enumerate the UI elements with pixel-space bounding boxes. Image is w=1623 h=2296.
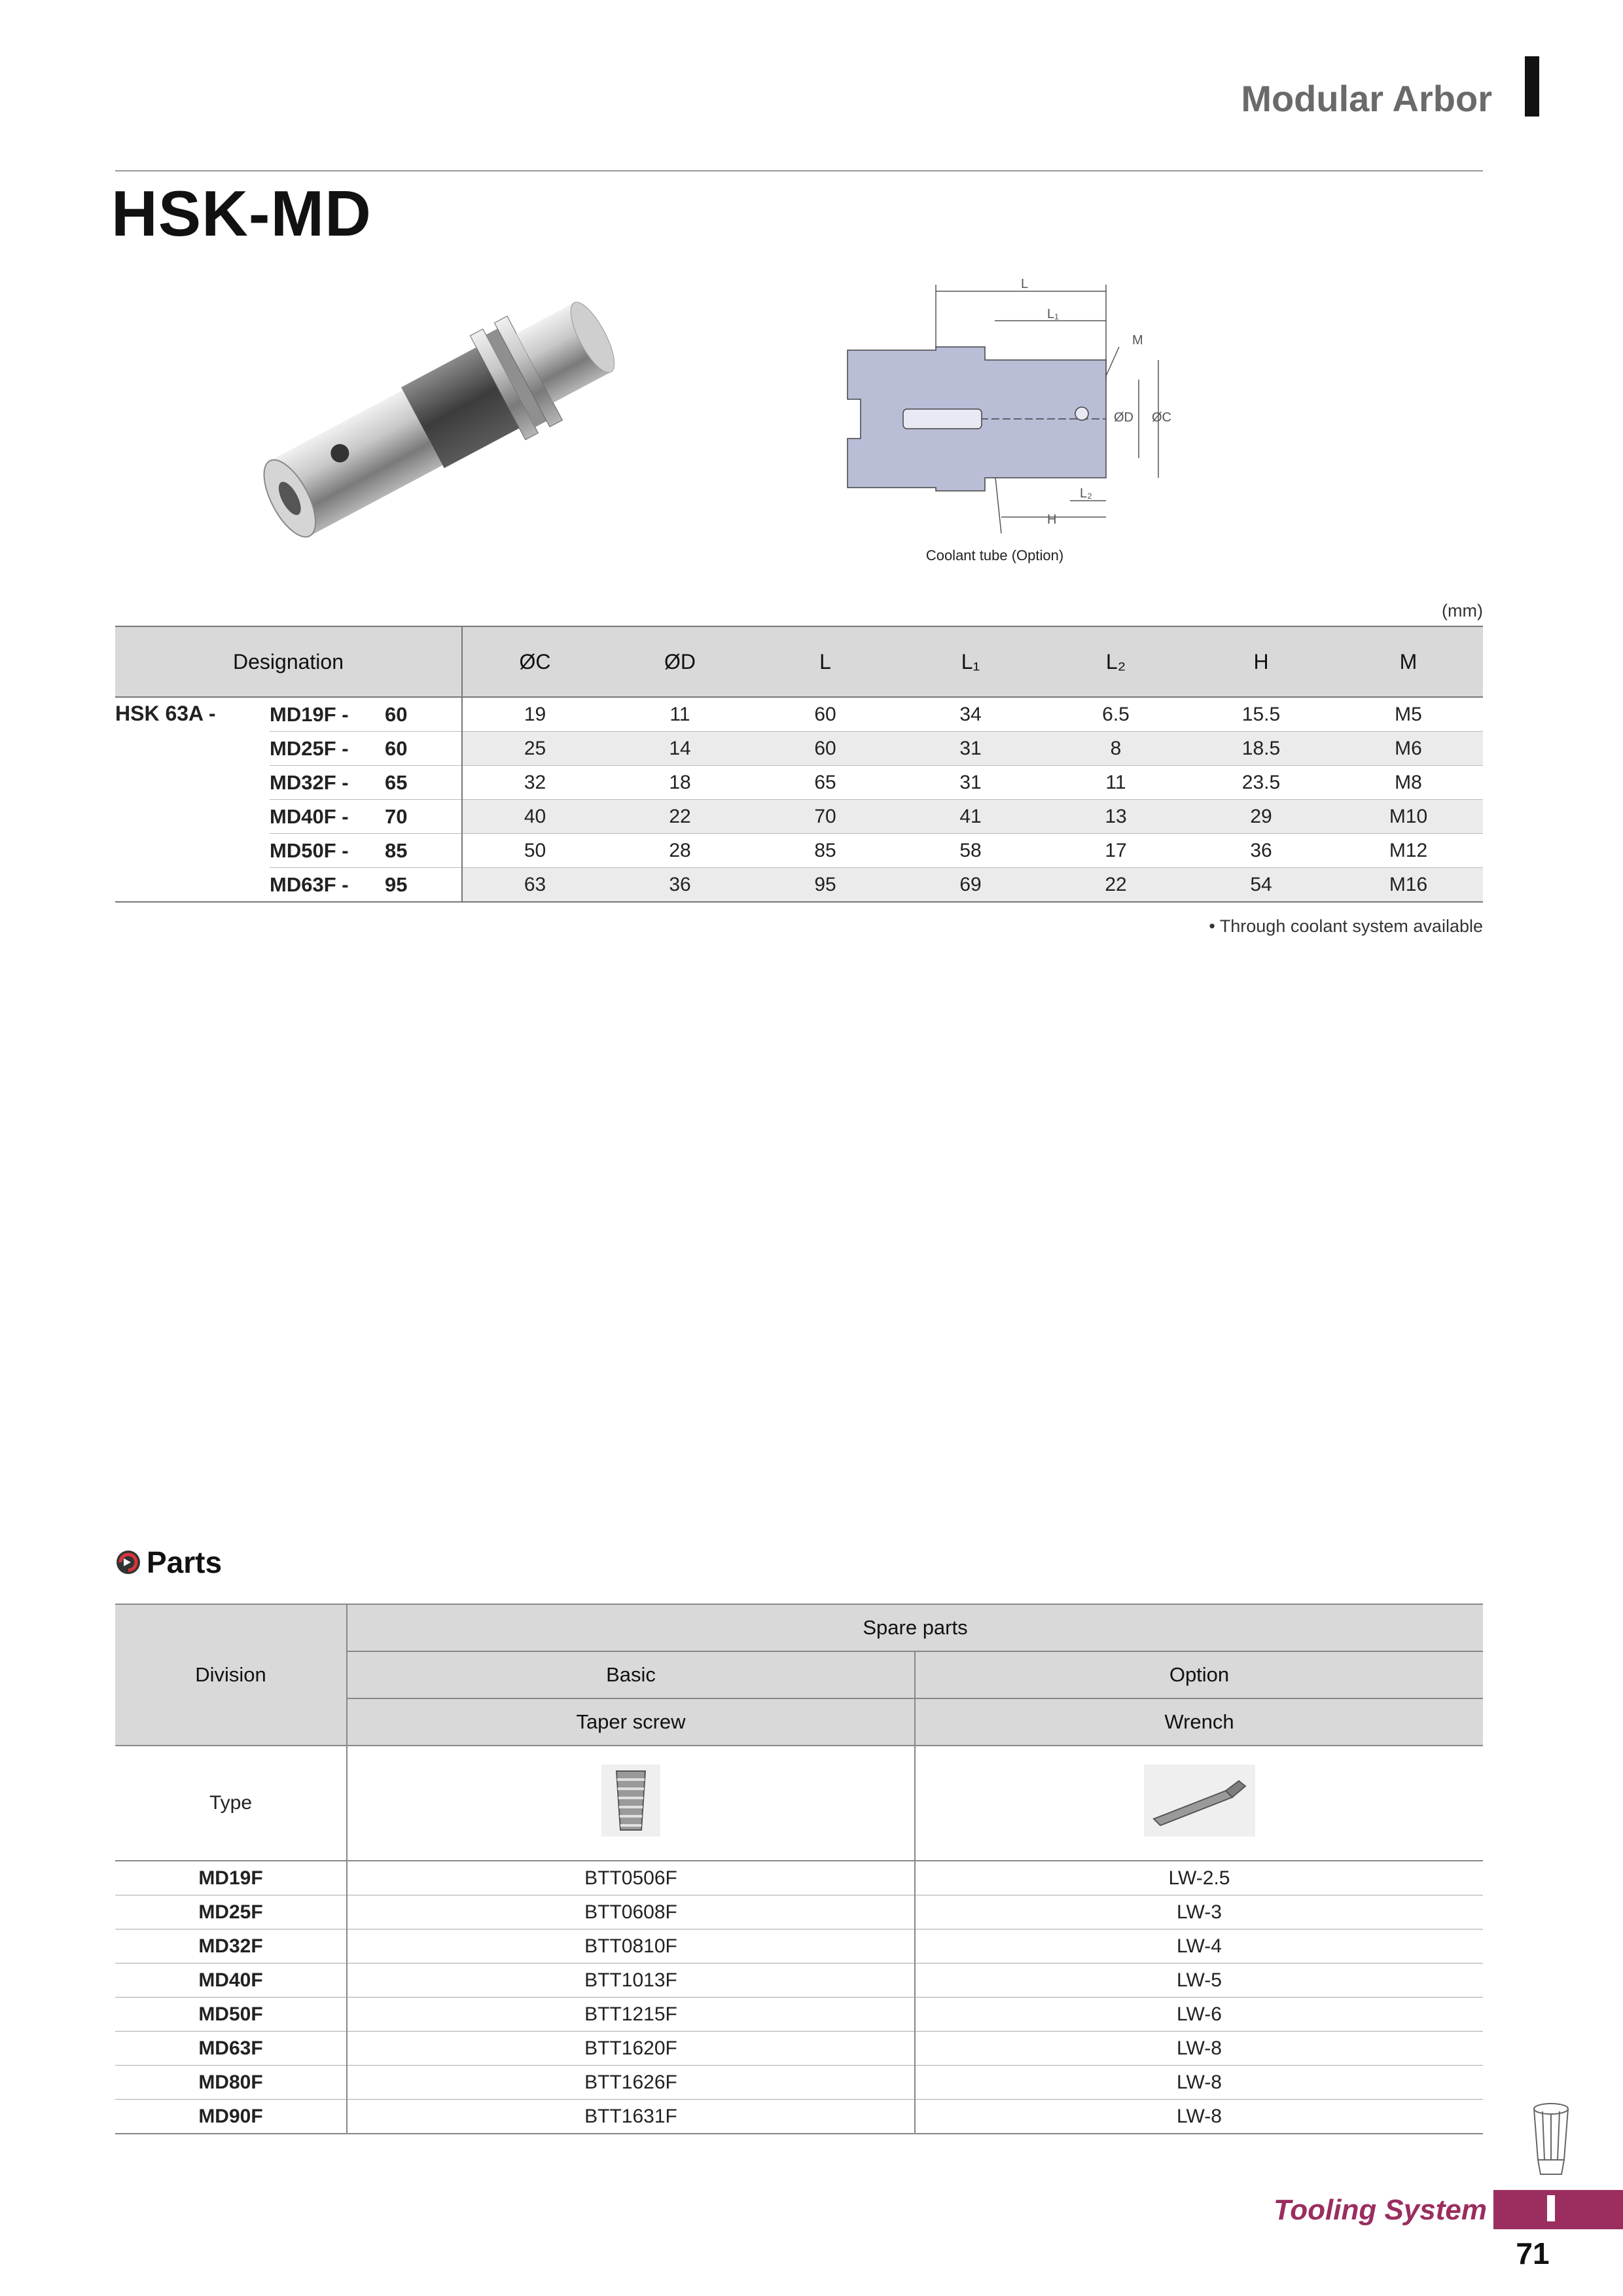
table-row: [115, 1929, 1483, 1964]
division-cell: MD25F: [115, 1895, 347, 1929]
l-cell: 60: [753, 697, 898, 732]
d-cell: 28: [607, 834, 753, 868]
model-cell: MD40F -: [270, 800, 385, 834]
table-row: [115, 766, 1483, 800]
header-spare-parts: Spare parts: [347, 1604, 1483, 1651]
d-cell: 22: [607, 800, 753, 834]
division-cell: MD63F: [115, 2032, 347, 2066]
parts-heading-text: Parts: [147, 1545, 223, 1579]
table-row: [115, 800, 1483, 834]
length-cell: 85: [385, 834, 462, 868]
table-row: [115, 697, 1483, 732]
h-cell: 23.5: [1188, 766, 1334, 800]
arrow-circle-icon: [115, 1549, 141, 1575]
c-cell: 32: [462, 766, 607, 800]
l-cell: 70: [753, 800, 898, 834]
drawing-caption: Coolant tube (Option): [925, 547, 1064, 564]
basic-cell: BTT1013F: [347, 1964, 915, 1998]
collet-icon: [1525, 2101, 1577, 2179]
length-cell: 60: [385, 732, 462, 766]
header-division: Division: [115, 1604, 347, 1746]
footer-tab: [1493, 2190, 1623, 2229]
length-cell: 70: [385, 800, 462, 834]
parts-table: [115, 1604, 1483, 2134]
d-cell: 18: [607, 766, 753, 800]
l2-cell: 11: [1043, 766, 1188, 800]
l-cell: 65: [753, 766, 898, 800]
l1-cell: 41: [898, 800, 1043, 834]
label-D: ØD: [1114, 410, 1133, 425]
table-row: [115, 1895, 1483, 1929]
type-label: Type: [115, 1746, 347, 1861]
type-row: [115, 1746, 1483, 1861]
model-cell: MD50F -: [270, 834, 385, 868]
l2-cell: 17: [1043, 834, 1188, 868]
basic-cell: BTT1620F: [347, 2032, 915, 2066]
d-cell: 14: [607, 732, 753, 766]
basic-cell: BTT0608F: [347, 1895, 915, 1929]
table-row: [115, 834, 1483, 868]
table-row: [115, 2100, 1483, 2134]
header-taper-screw: Taper screw: [347, 1698, 915, 1746]
table-row: [115, 2032, 1483, 2066]
table-row: [115, 732, 1483, 766]
division-cell: MD90F: [115, 2100, 347, 2134]
division-cell: MD40F: [115, 1964, 347, 1998]
label-H: H: [1047, 512, 1057, 527]
option-cell: LW-3: [915, 1895, 1483, 1929]
taper-screw-icon: [598, 1761, 664, 1840]
length-cell: 65: [385, 766, 462, 800]
header-l: L: [753, 626, 898, 697]
division-cell: MD80F: [115, 2066, 347, 2100]
spec-table: [115, 626, 1483, 903]
h-cell: 18.5: [1188, 732, 1334, 766]
label-L: L: [1021, 277, 1029, 291]
model-cell: MD19F -: [270, 697, 385, 732]
option-cell: LW-8: [915, 2032, 1483, 2066]
label-L1: L₁: [1047, 307, 1059, 321]
header-divider: [115, 170, 1483, 171]
model-cell: MD63F -: [270, 868, 385, 903]
header-l1: L₁: [898, 626, 1043, 697]
l1-cell: 69: [898, 868, 1043, 903]
label-C: ØC: [1152, 410, 1171, 425]
spec-header-row: [115, 626, 1483, 697]
division-cell: MD19F: [115, 1861, 347, 1895]
l2-cell: 13: [1043, 800, 1188, 834]
option-cell: LW-8: [915, 2100, 1483, 2134]
length-cell: 60: [385, 697, 462, 732]
c-cell: 50: [462, 834, 607, 868]
length-cell: 95: [385, 868, 462, 903]
division-cell: MD50F: [115, 1998, 347, 2032]
c-cell: 63: [462, 868, 607, 903]
h-cell: 54: [1188, 868, 1334, 903]
header-m: M: [1334, 626, 1483, 697]
l1-cell: 31: [898, 732, 1043, 766]
model-cell: MD25F -: [270, 732, 385, 766]
option-cell: LW-6: [915, 1998, 1483, 2032]
m-cell: M16: [1334, 868, 1483, 903]
l-cell: 85: [753, 834, 898, 868]
page-number: 71: [1516, 2236, 1550, 2270]
d-cell: 36: [607, 868, 753, 903]
l2-cell: 22: [1043, 868, 1188, 903]
designation-prefix: HSK 63A -: [115, 697, 270, 902]
division-cell: MD32F: [115, 1929, 347, 1964]
option-cell: LW-4: [915, 1929, 1483, 1964]
technical-drawing: [831, 262, 1198, 569]
header-basic: Basic: [347, 1651, 915, 1698]
table-row: [115, 2066, 1483, 2100]
header-c: ØC: [462, 626, 607, 697]
parts-header-row: [115, 1604, 1483, 1651]
basic-cell: BTT1215F: [347, 1998, 915, 2032]
table-row: [115, 1998, 1483, 2032]
l1-cell: 34: [898, 697, 1043, 732]
m-cell: M12: [1334, 834, 1483, 868]
l2-cell: 6.5: [1043, 697, 1188, 732]
basic-cell: BTT1626F: [347, 2066, 915, 2100]
l2-cell: 8: [1043, 732, 1188, 766]
wrench-image: [915, 1746, 1483, 1861]
d-cell: 11: [607, 697, 753, 732]
l1-cell: 58: [898, 834, 1043, 868]
table-row: [115, 1861, 1483, 1895]
taper-screw-image: [347, 1746, 915, 1861]
l-cell: 60: [753, 732, 898, 766]
header-wrench: Wrench: [915, 1698, 1483, 1746]
h-cell: 36: [1188, 834, 1334, 868]
table-row: [115, 1964, 1483, 1998]
header-h: H: [1188, 626, 1334, 697]
m-cell: M8: [1334, 766, 1483, 800]
header-d: ØD: [607, 626, 753, 697]
label-M: M: [1132, 333, 1143, 348]
model-cell: MD32F -: [270, 766, 385, 800]
basic-cell: BTT0810F: [347, 1929, 915, 1964]
page-title: HSK-MD: [111, 177, 372, 249]
footer-brand: Tooling System: [1274, 2194, 1487, 2226]
product-photo: [242, 268, 635, 563]
l-cell: 95: [753, 868, 898, 903]
h-cell: 15.5: [1188, 697, 1334, 732]
l1-cell: 31: [898, 766, 1043, 800]
wrench-icon: [1141, 1761, 1258, 1840]
option-cell: LW-2.5: [915, 1861, 1483, 1895]
m-cell: M10: [1334, 800, 1483, 834]
c-cell: 25: [462, 732, 607, 766]
label-L2: L₂: [1080, 486, 1092, 501]
m-cell: M5: [1334, 697, 1483, 732]
m-cell: M6: [1334, 732, 1483, 766]
section-marker-bar: [1525, 56, 1539, 117]
header-option: Option: [915, 1651, 1483, 1698]
coolant-note: • Through coolant system available: [1209, 916, 1483, 936]
header-l2: L₂: [1043, 626, 1188, 697]
section-title: Modular Arbor: [1241, 78, 1492, 119]
option-cell: LW-5: [915, 1964, 1483, 1998]
header-designation: Designation: [115, 626, 462, 697]
parts-heading: [115, 1545, 222, 1580]
table-row: [115, 868, 1483, 903]
option-cell: LW-8: [915, 2066, 1483, 2100]
unit-label: (mm): [1442, 601, 1483, 620]
c-cell: 19: [462, 697, 607, 732]
footer-tab-marker: [1547, 2195, 1555, 2221]
c-cell: 40: [462, 800, 607, 834]
h-cell: 29: [1188, 800, 1334, 834]
basic-cell: BTT1631F: [347, 2100, 915, 2134]
basic-cell: BTT0506F: [347, 1861, 915, 1895]
